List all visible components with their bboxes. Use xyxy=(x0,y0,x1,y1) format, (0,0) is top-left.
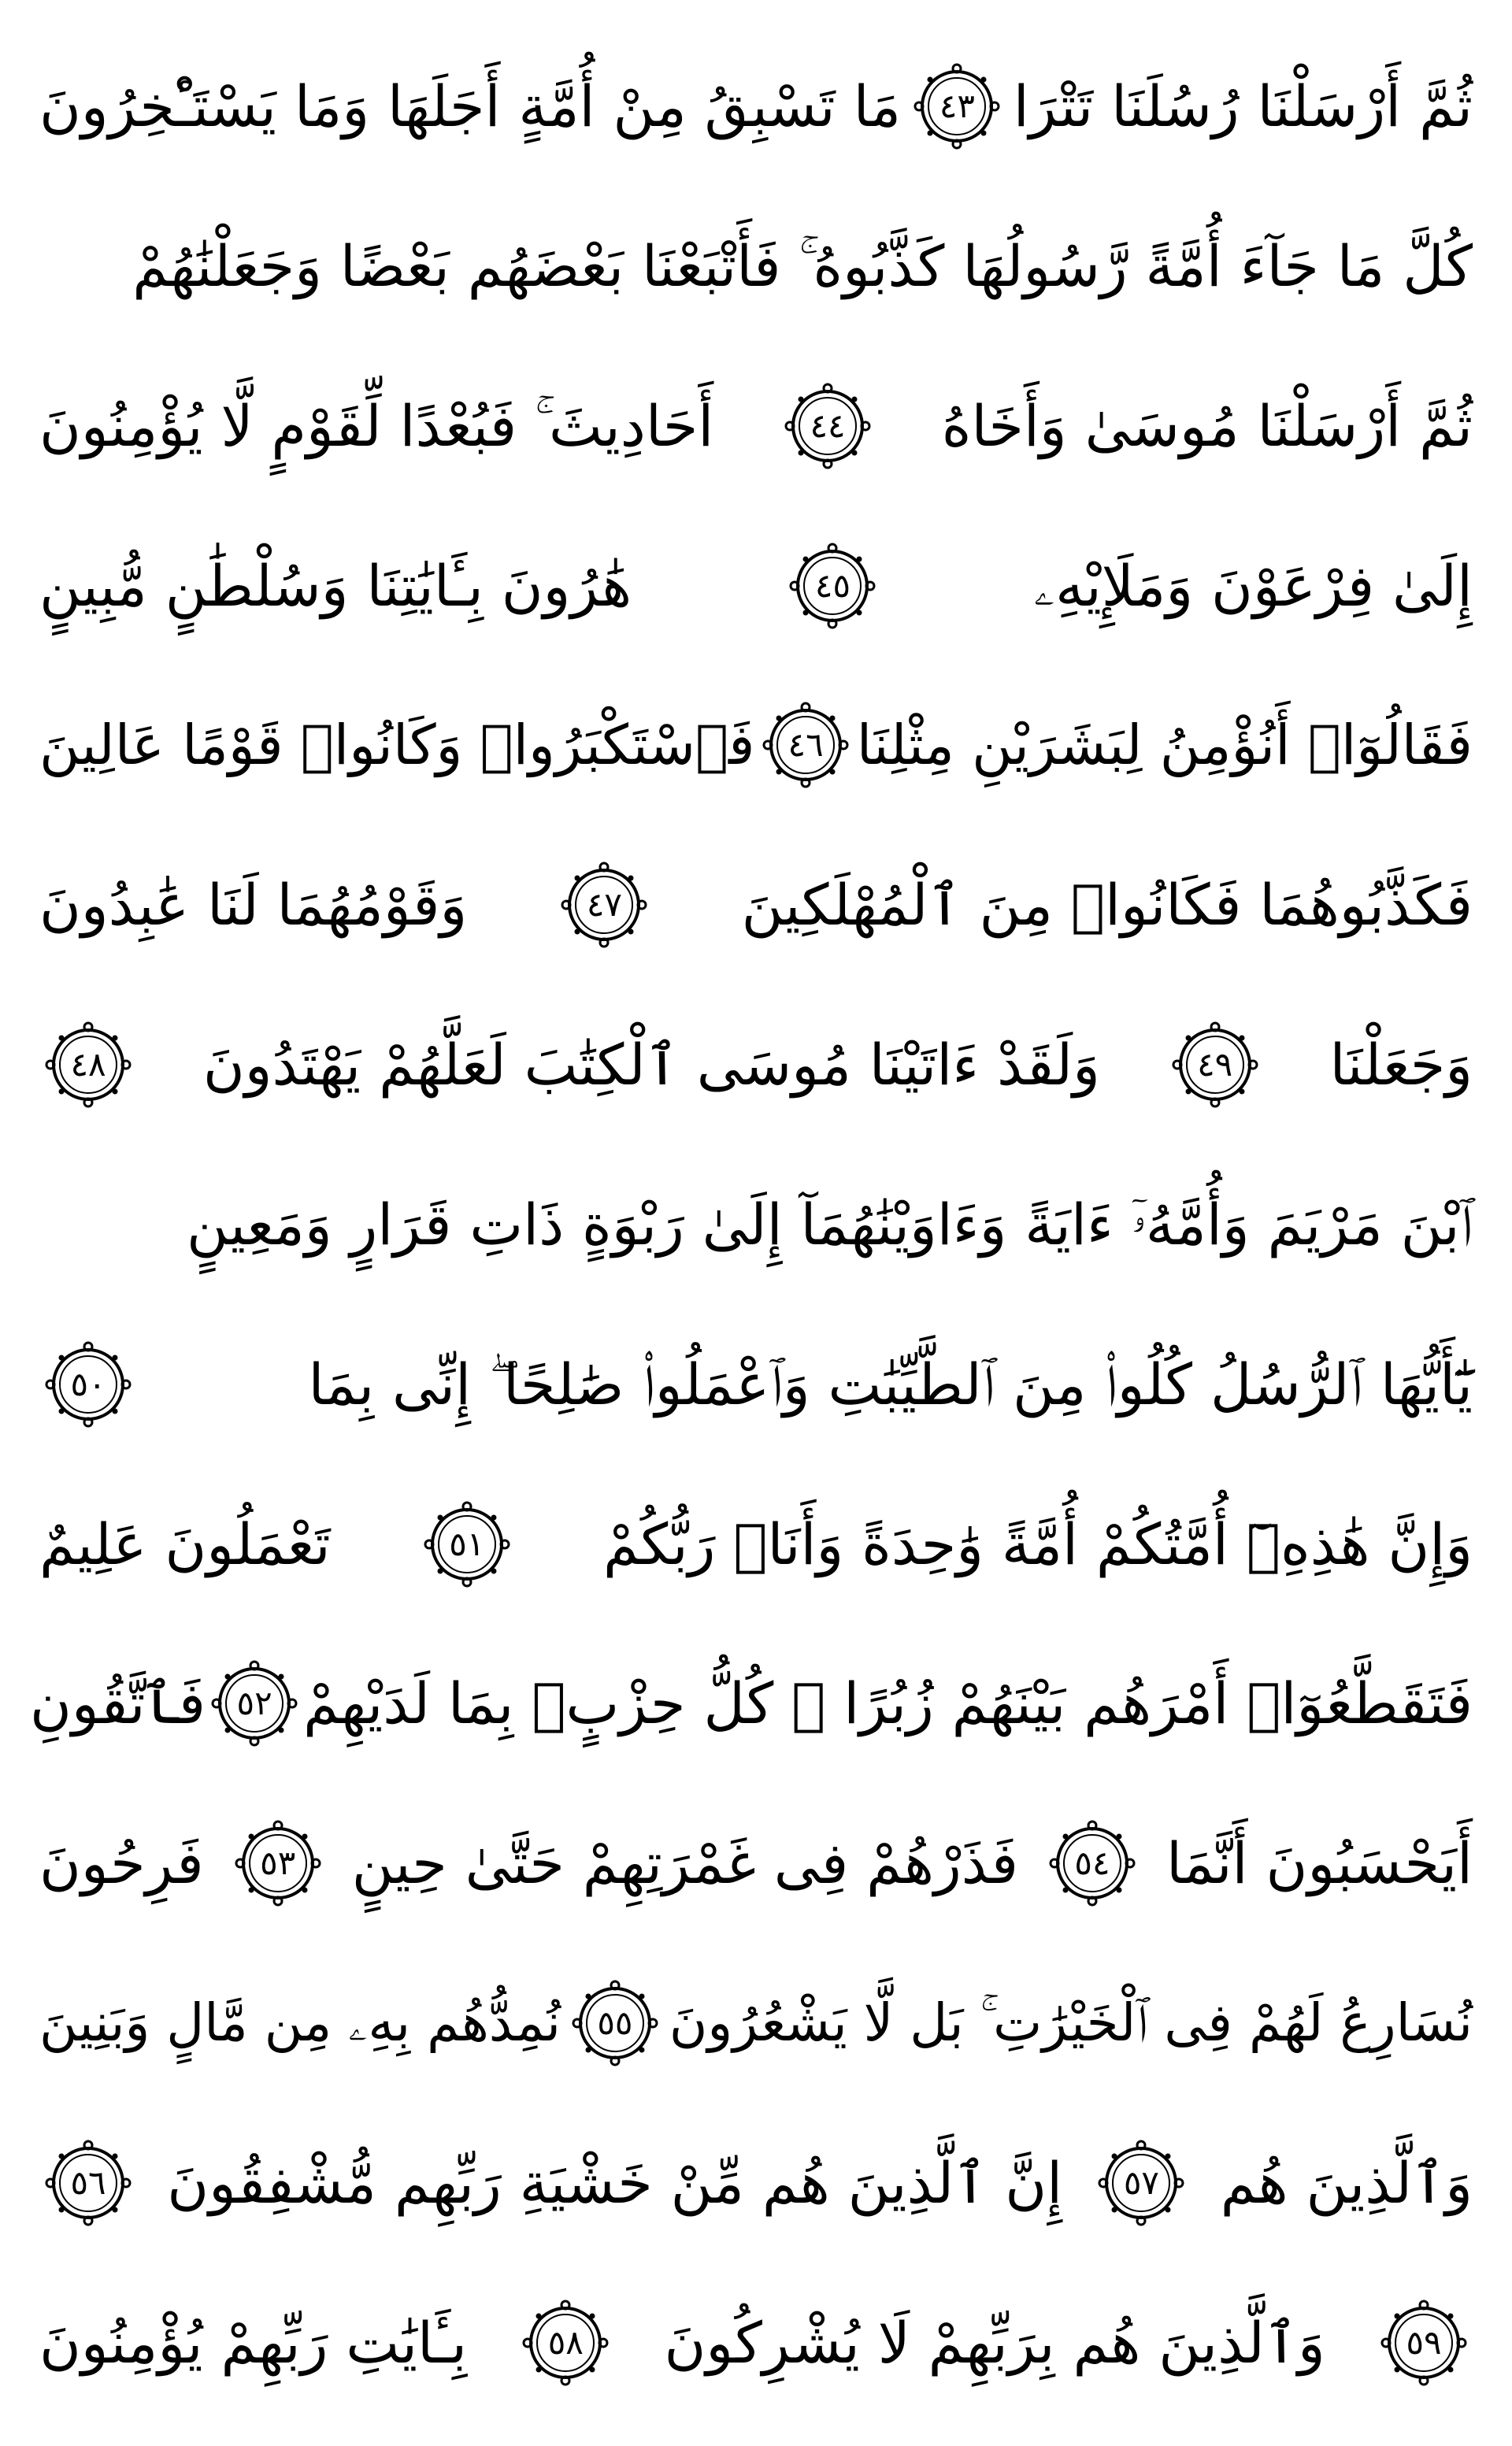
ayah-number-marker xyxy=(1171,1021,1259,1109)
ayah-number-marker xyxy=(784,382,872,470)
ayah-number: ٤٧ xyxy=(586,885,622,925)
verse-text: إِلَىٰ فِرْعَوْنَ وَمَلَإِيْهِۦ xyxy=(1033,552,1473,619)
verse-text: وَقَوْمُهُمَا لَنَا عَٰبِدُونَ xyxy=(39,872,468,939)
verse-line xyxy=(39,511,1473,661)
ayah-number: ٤٣ xyxy=(939,87,975,125)
ayah-number-marker xyxy=(788,542,876,630)
verse-text: ثُمَّ أَرْسَلْنَا مُوسَىٰ وَأَخَاهُ xyxy=(941,392,1473,459)
ayah-number: ٤٦ xyxy=(788,725,824,765)
ayah-number: ٥٣ xyxy=(260,1844,296,1883)
verse-text: وَإِنَّ هَٰذِهِۦٓ أُمَّتُكُمْ أُمَّةً وَٰحِدَةً وَأَنَا۠ رَبُّكُمْ xyxy=(602,1510,1473,1577)
verse-line xyxy=(39,2268,1473,2418)
verse-text: فَقَالُوٓا۟ أَنُؤْمِنُ لِبَشَرَيْنِ مِثْلِنَا xyxy=(856,713,1473,778)
verse-lines xyxy=(29,32,1473,2418)
verse-line xyxy=(39,2108,1473,2258)
verse-text: فَٱتَّقُونِ xyxy=(29,1670,206,1737)
verse-text: تَعْمَلُونَ عَلِيمٌ xyxy=(39,1510,331,1577)
verse-text: فَتَقَطَّعُوٓا۟ أَمْرَهُم بَيْنَهُمْ زُبُرًا ۖ كُلُّ حِزْبٍۭ بِمَا لَدَيْهِمْ xyxy=(303,1670,1473,1737)
verse-text: نُسَارِعُ لَهُمْ فِى ٱلْخَيْرَٰتِ ۚ بَل لَّا يَشْعُرُونَ xyxy=(669,1992,1473,2054)
ayah-number: ٤٨ xyxy=(70,1045,106,1084)
ayah-number-marker xyxy=(234,1819,322,1907)
ayah-number-marker xyxy=(210,1659,298,1747)
ayah-number-marker xyxy=(1380,2299,1468,2387)
ayah-number-marker xyxy=(571,1979,659,2067)
verse-text: هَٰرُونَ بِـَٔايَٰتِنَا وَسُلْطَٰنٍ مُّبِينٍ xyxy=(39,552,632,619)
verse-text: مَا تَسْبِقُ مِنْ أُمَّةٍ أَجَلَهَا وَمَا يَسْتَـْٔخِرُونَ xyxy=(39,73,902,139)
ayah-number-marker xyxy=(423,1500,511,1588)
ayah-number: ٤٤ xyxy=(810,406,846,445)
verse-line xyxy=(39,1948,1473,2098)
verse-text: ثُمَّ أَرْسَلْنَا رُسُلَنَا تَتْرَا xyxy=(1013,73,1473,139)
verse-text: نُمِدُّهُم بِهِۦ مِن مَّالٍ وَبَنِينَ xyxy=(39,1992,561,2054)
verse-line xyxy=(29,1629,1473,1778)
ayah-number-marker xyxy=(44,1340,132,1429)
ayah-number-marker xyxy=(1048,1819,1136,1907)
ayah-number: ٥١ xyxy=(449,1524,485,1563)
ayah-number-marker xyxy=(762,701,850,789)
verse-line xyxy=(39,1150,1473,1299)
ayah-number-marker xyxy=(1097,2139,1185,2227)
verse-line xyxy=(39,1469,1473,1619)
ayah-number: ٥٤ xyxy=(1074,1844,1110,1883)
ayah-number: ٥٠ xyxy=(70,1364,106,1403)
verse-text: أَحَادِيثَ ۚ فَبُعْدًا لِّقَوْمٍ لَّا يُؤْمِنُونَ xyxy=(39,392,714,459)
verse-line xyxy=(39,830,1473,980)
ayah-number: ٤٥ xyxy=(814,565,851,605)
verse-text: وَجَعَلْنَا xyxy=(1329,1032,1473,1099)
ayah-number-marker xyxy=(44,2139,132,2227)
verse-line xyxy=(39,1788,1473,1938)
verse-text: يَٰٓأَيُّهَا ٱلرُّسُلُ كُلُوا۟ مِنَ ٱلطَّيِّبَٰتِ وَٱعْمَلُوا۟ صَٰلِحًا ۖ إِنِّى بِمَا xyxy=(308,1351,1473,1418)
verse-text: فَذَرْهُمْ فِى غَمْرَتِهِمْ حَتَّىٰ حِينٍ xyxy=(351,1830,1018,1897)
verse-line xyxy=(39,191,1473,341)
ayah-number: ٤٩ xyxy=(1197,1045,1233,1084)
verse-text: فَرِحُونَ xyxy=(39,1830,204,1897)
verse-text: وَٱلَّذِينَ هُم xyxy=(1220,2149,1473,2216)
ayah-number-marker xyxy=(521,2299,610,2387)
verse-text: كُلَّ مَا جَآءَ أُمَّةً رَّسُولُهَا كَذَّبُوهُ ۚ فَأَتْبَعْنَا بَعْضَهُم بَعْضًا وَجَعَلْنَٰهُمْ xyxy=(132,232,1473,299)
verse-text: أَيَحْسَبُونَ أَنَّمَا xyxy=(1166,1830,1473,1897)
verse-line xyxy=(39,1310,1473,1459)
verse-line xyxy=(39,351,1473,501)
ayah-number: ٥٥ xyxy=(597,2003,633,2043)
verse-text: ٱبْنَ مَرْيَمَ وَأُمَّهُۥٓ ءَايَةً وَءَاوَيْنَٰهُمَآ إِلَىٰ رَبْوَةٍ ذَاتِ قَرَارٍ وَمَعِينٍ xyxy=(187,1191,1473,1258)
verse-line xyxy=(39,670,1473,820)
verse-text: فَكَذَّبُوهُمَا فَكَانُوا۟ مِنَ ٱلْمُهْلَكِينَ xyxy=(741,872,1473,939)
verse-text: وَٱلَّذِينَ هُم بِرَبِّهِمْ لَا يُشْرِكُونَ xyxy=(664,2309,1325,2376)
verse-text: إِنَّ ٱلَّذِينَ هُم مِّنْ خَشْيَةِ رَبِّهِم مُّشْفِقُونَ xyxy=(167,2149,1063,2216)
ayah-number: ٥٦ xyxy=(70,2162,106,2202)
ayah-number: ٥٨ xyxy=(547,2322,584,2362)
ayah-number: ٥٧ xyxy=(1123,2162,1159,2202)
ayah-number: ٥٩ xyxy=(1406,2322,1442,2362)
verse-text: بِـَٔايَٰتِ رَبِّهِمْ يُؤْمِنُونَ xyxy=(39,2309,468,2376)
ayah-number: ٥٢ xyxy=(236,1684,272,1723)
verse-text: فَٱسْتَكْبَرُوا۟ وَكَانُوا۟ قَوْمًا عَالِينَ xyxy=(39,713,755,778)
ayah-number-marker xyxy=(913,62,1001,150)
ayah-number-marker xyxy=(560,861,648,949)
verse-line xyxy=(39,32,1473,181)
verse-line xyxy=(39,990,1473,1140)
ayah-number-marker xyxy=(44,1021,132,1109)
verse-text: وَلَقَدْ ءَاتَيْنَا مُوسَى ٱلْكِتَٰبَ لَعَلَّهُمْ يَهْتَدُونَ xyxy=(202,1032,1100,1099)
